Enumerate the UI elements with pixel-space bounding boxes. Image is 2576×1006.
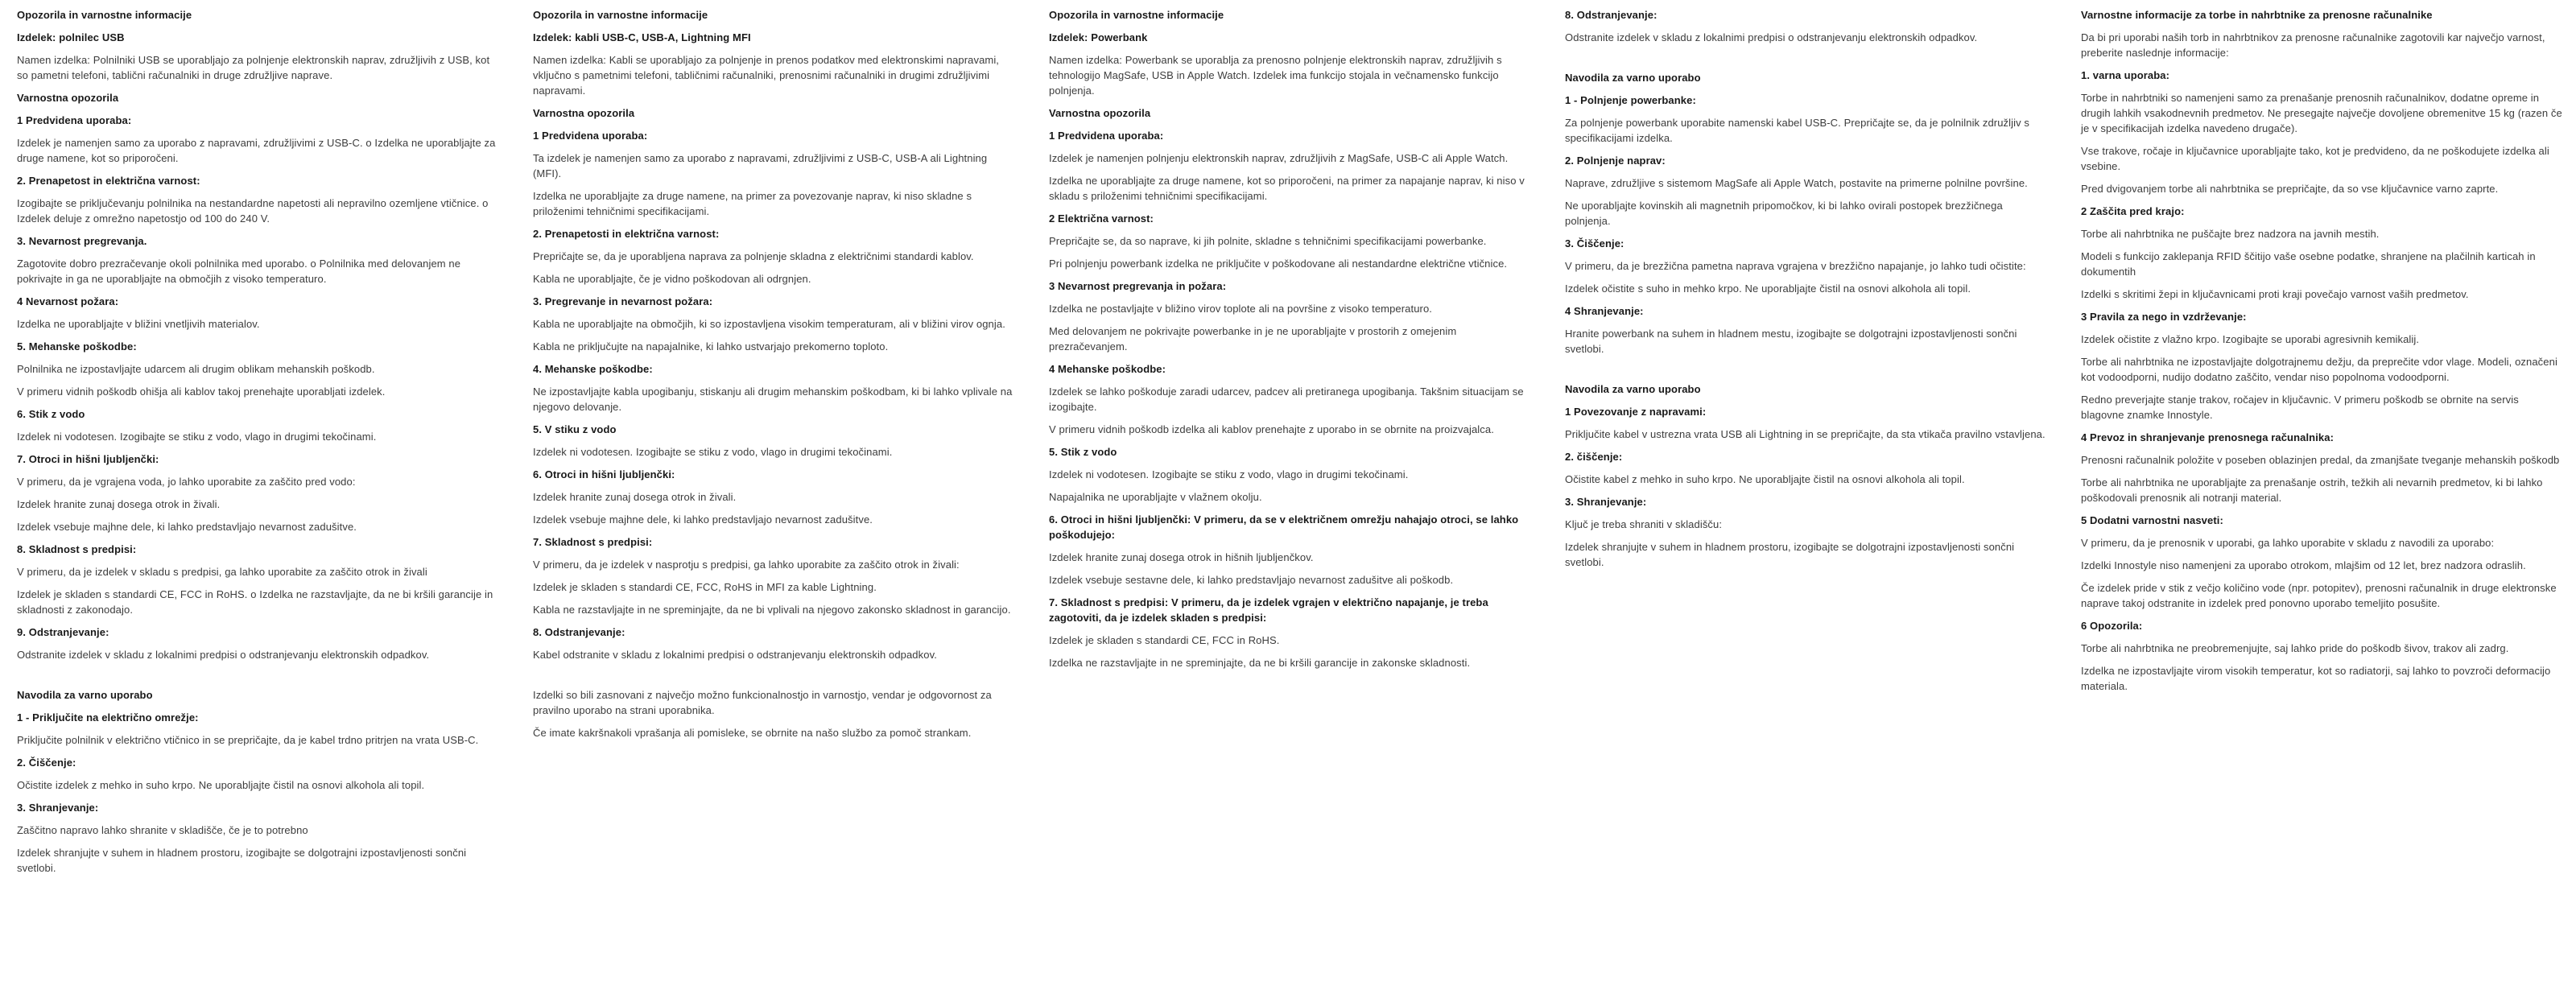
paragraph: Izdelka ne uporabljajte v bližini vnetljivih materialov. <box>17 318 260 330</box>
paragraph: Namen izdelka: Polnilniki USB se uporabljajo za polnjenje elektronskih naprav, združljivih z USB, kot so pametni telefoni, tablični računalniki in druge združljive naprave. <box>17 54 490 81</box>
section-heading: Varnostna opozorila <box>1049 107 1151 119</box>
paragraph: Izdelek hranite zunaj dosega otrok in hišnih ljubljenčkov. <box>1049 551 1314 563</box>
paragraph: Kabel odstranite v skladu z lokalnimi predpisi o odstranjevanju elektronskih odpadkov. <box>533 649 937 661</box>
paragraph: Če imate kakršnakoli vprašanja ali pomisleke, se obrnite na našo službo za pomoč strankam. <box>533 727 972 739</box>
paragraph: Ne izpostavljajte kabla upogibanju, stiskanju ali drugim mehanskim poškodbam, ki bi lahko vplivale na njegovo delovanje. <box>533 385 1013 413</box>
paragraph: Izdelek očistite s suho in mehko krpo. Ne uporabljajte čistil na osnovi alkohola ali topil. <box>1565 282 1971 295</box>
section-heading: Navodila za varno uporabo <box>1565 383 1701 395</box>
paragraph: Očistite izdelek z mehko in suho krpo. Ne uporabljajte čistil na osnovi alkohola ali topil. <box>17 779 425 791</box>
section-heading: 5 Dodatni varnostni nasveti: <box>2081 514 2223 526</box>
paragraph: Pred dvigovanjem torbe ali nahrbtnika se prepričajte, da so vse ključavnice varno zaprte. <box>2081 183 2499 195</box>
section-heading: 3 Nevarnost pregrevanja in požara: <box>1049 280 1227 292</box>
paragraph: Izdelka ne uporabljajte za druge namene, na primer za povezovanje naprav, ki niso skladne s priloženimi tehničnimi specifikacijami. <box>533 190 972 217</box>
paragraph: Kabla ne razstavljajte in ne spreminjajte, da ne bi vplivali na njegovo zakonsko skladnost in garancijo. <box>533 604 1011 616</box>
paragraph: Torbe ali nahrbtnika ne puščajte brez nadzora na javnih mestih. <box>2081 228 2380 240</box>
section-heading: Navodila za varno uporabo <box>17 689 153 701</box>
paragraph: Redno preverjajte stanje trakov, ročajev in ključavnic. V primeru poškodb se obrnite na servis blagovne znamke Innostyle. <box>2081 394 2519 421</box>
section-heading: 2 Električna varnost: <box>1049 212 1154 225</box>
paragraph: Priključite kabel v ustrezna vrata USB ali Lightning in se prepričajte, da sta vtikača pravilno vstavljena. <box>1565 428 2046 440</box>
paragraph: Izdelek je skladen s standardi CE, FCC in RoHS. o Izdelka ne razstavljajte, da ne bi kršili garancije in skladnosti z zakonodajo. <box>17 588 493 616</box>
paragraph: Ta izdelek je namenjen samo za uporabo z napravami, združljivimi z USB-C, USB-A ali Lightning (MFI). <box>533 152 988 179</box>
paragraph: Izdelek shranjujte v suhem in hladnem prostoru, izogibajte se dolgotrajni izpostavljenosti sončni svetlobi. <box>17 847 467 874</box>
paragraph: Izdelek vsebuje majhne dele, ki lahko predstavljajo nevarnost zadušitve. <box>533 513 873 526</box>
section-heading: Izdelek: Powerbank <box>1049 31 1148 43</box>
section-heading: Opozorila in varnostne informacije <box>533 9 708 21</box>
section-heading: 1 Predvidena uporaba: <box>533 130 648 142</box>
paragraph: Da bi pri uporabi naših torb in nahrbtnikov za prenosne računalnike zagotovili kar največjo varnost, preberite naslednje informacije: <box>2081 31 2545 59</box>
paragraph: V primeru, da je izdelek v nasprotju s predpisi, ga lahko uporabite za zaščito otrok in živali: <box>533 559 960 571</box>
paragraph: Namen izdelka: Kabli se uporabljajo za polnjenje in prenos podatkov med elektronskimi napravami, vključno s pametnimi telefoni, tabličnimi računalniki, prenosnimi računalniki in drugimi združljivimi napravami. <box>533 54 1000 97</box>
section-heading: 2. Polnjenje naprav: <box>1565 155 1666 167</box>
paragraph: Zagotovite dobro prezračevanje okoli polnilnika med uporabo. o Polnilnika med delovanjem ne pokrivajte in ga ne uporabljajte na območjih z visoko temperaturo. <box>17 258 461 285</box>
paragraph: Izdelek je namenjen samo za uporabo z napravami, združljivimi z USB-C. o Izdelka ne uporabljajte za druge namene, kot so priporočeni. <box>17 137 496 164</box>
section-heading: 1 - Priključite na električno omrežje: <box>17 711 199 724</box>
section-heading: 7. Otroci in hišni ljubljenčki: <box>17 453 159 465</box>
paragraph: Izdelek se lahko poškoduje zaradi udarcev, padcev ali pretiranega upogibanja. Takšnim situacijam se izogibajte. <box>1049 385 1524 413</box>
section-heading: 2 Zaščita pred krajo: <box>2081 205 2185 217</box>
paragraph: V primeru, da je brezžična pametna naprava vgrajena v brezžično napajanje, jo lahko tudi očistite: <box>1565 260 2026 272</box>
section-heading: 3. Pregrevanje in nevarnost požara: <box>533 295 713 307</box>
section-heading: 2. Prenapetosti in električna varnost: <box>533 228 720 240</box>
column-laptop-bags-safety <box>2081 7 2565 1006</box>
paragraph: Kabla ne priključujte na napajalnike, ki lahko ustvarjajo prekomerno toploto. <box>533 340 889 353</box>
paragraph: Odstranite izdelek v skladu z lokalnimi predpisi o odstranjevanju elektronskih odpadkov. <box>17 649 430 661</box>
paragraph: Pri polnjenju powerbank izdelka ne priključite v poškodovane ali nestandardne električne vtičnice. <box>1049 258 1508 270</box>
section-heading: Opozorila in varnostne informacije <box>17 9 192 21</box>
paragraph: Izdelka ne izpostavljajte virom visokih temperatur, kot so radiatorji, saj lahko to povzroči deformacijo materiala. <box>2081 665 2551 692</box>
paragraph: Hranite powerbank na suhem in hladnem mestu, izogibajte se dolgotrajni izpostavljenosti sončni svetlobi. <box>1565 328 2017 355</box>
paragraph: Prenosni računalnik položite v poseben oblazinjen predal, da zmanjšate tveganje mehanskih poškodb <box>2081 454 2560 466</box>
paragraph: Torbe ali nahrbtnika ne izpostavljajte dolgotrajnemu dežju, da preprečite vdor vlage. Modeli, označeni kot vodoodporni, nudijo dodatno zaščito, vendar niso popolnoma vodoodporni. <box>2081 356 2557 383</box>
section-heading: 6 Opozorila: <box>2081 620 2143 632</box>
section-heading: 3. Shranjevanje: <box>1565 496 1647 508</box>
column-powerbank-and-cable-usage <box>1565 7 2049 1006</box>
paragraph: Zaščitno napravo lahko shranite v skladišče, če je to potrebno <box>17 824 308 836</box>
paragraph: Vse trakove, ročaje in ključavnice uporabljajte tako, kot je predvideno, da ne poškodujete izdelka ali vsebine. <box>2081 145 2549 172</box>
paragraph: Izdelki s skritimi žepi in ključavnicami proti kraji povečajo varnost vaših predmetov. <box>2081 288 2469 300</box>
section-heading: 6. Otroci in hišni ljubljenčki: V primeru, da se v električnem omrežju nahajajo otroci, se lahko poškodujejo: <box>1049 513 1519 541</box>
section-heading: 3. Shranjevanje: <box>17 802 99 814</box>
section-heading: 5. V stiku z vodo <box>533 423 617 435</box>
paragraph: Napajalnika ne uporabljajte v vlažnem okolju. <box>1049 491 1262 503</box>
section-heading: Varnostne informacije za torbe in nahrbtnike za prenosne računalnike <box>2081 9 2433 21</box>
paragraph: Izdelek je skladen s standardi CE, FCC in RoHS. <box>1049 634 1280 646</box>
paragraph: Kabla ne uporabljajte na območjih, ki so izpostavljena visokim temperaturam, ali v bližini virov ognja. <box>533 318 1005 330</box>
paragraph: Modeli s funkcijo zaklepanja RFID ščitijo vaše osebne podatke, shranjene na plačilnih karticah in dokumentih <box>2081 250 2536 278</box>
section-heading: 7. Skladnost s predpisi: <box>533 536 653 548</box>
paragraph: Namen izdelka: Powerbank se uporablja za prenosno polnjenje elektronskih naprav, združljivih s tehnologijo MagSafe, USB in Apple Watch. Izdelek ima funkcijo stojala in večnamensko funkcijo polnjenja. <box>1049 54 1502 97</box>
paragraph: Ključ je treba shraniti v skladišču: <box>1565 518 1723 530</box>
section-heading: Izdelek: polnilec USB <box>17 31 125 43</box>
section-spacer <box>533 670 1017 687</box>
paragraph: V primeru, da je vgrajena voda, jo lahko uporabite za zaščito pred vodo: <box>17 476 356 488</box>
section-heading: 4. Mehanske poškodbe: <box>533 363 653 375</box>
paragraph: V primeru vidnih poškodb ohišja ali kablov takoj prenehajte uporabljati izdelek. <box>17 385 386 398</box>
paragraph: Kabla ne uporabljajte, če je vidno poškodovan ali odrgnjen. <box>533 273 811 285</box>
paragraph: Ne uporabljajte kovinskih ali magnetnih pripomočkov, ki bi lahko ovirali postopek brezžičnega polnjenja. <box>1565 200 2003 227</box>
paragraph: Izdelek ni vodotesen. Izogibajte se stiku z vodo, vlago in drugimi tekočinami. <box>1049 468 1409 480</box>
paragraph: V primeru vidnih poškodb izdelka ali kablov prenehajte z uporabo in se obrnite na proizvajalca. <box>1049 423 1494 435</box>
section-heading: Varnostna opozorila <box>533 107 635 119</box>
paragraph: Odstranite izdelek v skladu z lokalnimi predpisi o odstranjevanju elektronskih odpadkov. <box>1565 31 1978 43</box>
section-heading: 2. Prenapetost in električna varnost: <box>17 175 200 187</box>
paragraph: Izdelek shranjujte v suhem in hladnem prostoru, izogibajte se dolgotrajni izpostavljenosti sončni svetlobi. <box>1565 541 2015 568</box>
section-heading: 1. varna uporaba: <box>2081 69 2170 81</box>
paragraph: Priključite polnilnik v električno vtičnico in se prepričajte, da je kabel trdno pritrjen na vrata USB-C. <box>17 734 479 746</box>
section-heading: 8. Skladnost s predpisi: <box>17 543 137 555</box>
paragraph: V primeru, da je prenosnik v uporabi, ga lahko uporabite v skladu z navodili za uporabo: <box>2081 537 2495 549</box>
column-cables-safety <box>533 7 1017 1006</box>
paragraph: Če izdelek pride v stik z večjo količino vode (npr. potopitev), prenosni računalnik in druge elektronske naprave takoj odstranite in izdelek pred ponovno uporabo temeljito posušite. <box>2081 582 2557 609</box>
paragraph: Izdelek hranite zunaj dosega otrok in živali. <box>17 498 221 510</box>
section-heading: 8. Odstranjevanje: <box>1565 9 1657 21</box>
section-heading: 2. čiščenje: <box>1565 451 1623 463</box>
section-heading: Opozorila in varnostne informacije <box>1049 9 1224 21</box>
paragraph: Izdelek vsebuje majhne dele, ki lahko predstavljajo nevarnost zadušitve. <box>17 521 357 533</box>
section-heading: 4 Mehanske poškodbe: <box>1049 363 1166 375</box>
section-heading: 6. Otroci in hišni ljubljenčki: <box>533 468 675 480</box>
paragraph: Torbe ali nahrbtnika ne preobremenjujte, saj lahko pride do poškodb šivov, trakov ali zadrg. <box>2081 642 2509 654</box>
paragraph: Polnilnika ne izpostavljajte udarcem ali drugim oblikam mehanskih poškodb. <box>17 363 375 375</box>
paragraph: Izdelka ne uporabljajte za druge namene, kot so priporočeni, na primer za napajanje naprav, ki niso v skladu s priloženimi tehničnimi specifikacijami. <box>1049 175 1525 202</box>
paragraph: Med delovanjem ne pokrivajte powerbanke in je ne uporabljajte v prostorih z omejenim prezračevanjem. <box>1049 325 1457 353</box>
section-heading: 4 Nevarnost požara: <box>17 295 119 307</box>
paragraph: Izdelek vsebuje sestavne dele, ki lahko predstavljajo nevarnost zadušitve ali poškodb. <box>1049 574 1454 586</box>
paragraph: Prepričajte se, da je uporabljena naprava za polnjenje skladna z električnimi standardi kablov. <box>533 250 974 262</box>
paragraph: Torbe ali nahrbtnika ne uporabljajte za prenašanje ostrih, težkih ali nevarnih predmetov, ki bi lahko poškodovali prenosnik ali notranji material. <box>2081 476 2543 504</box>
column-powerbank-safety <box>1049 7 1533 1006</box>
section-spacer <box>1565 52 2049 70</box>
section-heading: 7. Skladnost s predpisi: V primeru, da je izdelek vgrajen v električno napajanje, je treba zagotoviti, da je izdelek skladen s predpisi: <box>1049 596 1488 624</box>
section-heading: 4 Prevoz in shranjevanje prenosnega računalnika: <box>2081 431 2334 443</box>
paragraph: Izdelek ni vodotesen. Izogibajte se stiku z vodo, vlago in drugimi tekočinami. <box>533 446 893 458</box>
paragraph: Izogibajte se priključevanju polnilnika na nestandardne napetosti ali nepravilno ozemljene vtičnice. o Izdelek deluje z omrežno napetostjo od 100 do 240 V. <box>17 197 489 225</box>
paragraph: Izdelek hranite zunaj dosega otrok in živali. <box>533 491 737 503</box>
section-heading: 3. Nevarnost pregrevanja. <box>17 235 147 247</box>
paragraph: Izdelka ne razstavljajte in ne spreminjajte, da ne bi kršili garancije in zakonske skladnosti. <box>1049 657 1471 669</box>
section-spacer <box>1565 364 2049 381</box>
paragraph: Očistite kabel z mehko in suho krpo. Ne uporabljajte čistil na osnovi alkohola ali topil. <box>1565 473 1965 485</box>
section-heading: Varnostna opozorila <box>17 92 119 104</box>
section-spacer <box>17 670 501 687</box>
paragraph: Za polnjenje powerbank uporabite namenski kabel USB-C. Prepričajte se, da je polnilnik združljiv s specifikacijami izdelka. <box>1565 117 2030 144</box>
paragraph: Izdelki so bili zasnovani z največjo možno funkcionalnostjo in varnostjo, vendar je odgovornost za pravilno uporabo na strani uporabnika. <box>533 689 992 716</box>
section-heading: 2. Čiščenje: <box>17 757 76 769</box>
paragraph: Naprave, združljive s sistemom MagSafe ali Apple Watch, postavite na primerne polnilne površine. <box>1565 177 2028 189</box>
paragraph: Izdelek je namenjen polnjenju elektronskih naprav, združljivih z MagSafe, USB-C ali Apple Watch. <box>1049 152 1509 164</box>
section-heading: 3. Čiščenje: <box>1565 237 1624 249</box>
section-heading: Izdelek: kabli USB-C, USB-A, Lightning MFI <box>533 31 751 43</box>
section-heading: 3 Pravila za nego in vzdrževanje: <box>2081 311 2247 323</box>
paragraph: V primeru, da je izdelek v skladu s predpisi, ga lahko uporabite za zaščito otrok in živali <box>17 566 427 578</box>
paragraph: Prepričajte se, da so naprave, ki jih polnite, skladne s tehničnimi specifikacijami powerbanke. <box>1049 235 1487 247</box>
section-heading: 8. Odstranjevanje: <box>533 626 625 638</box>
section-heading: 5. Mehanske poškodbe: <box>17 340 137 353</box>
paragraph: Izdelka ne postavljajte v bližino virov toplote ali na površine z visoko temperaturo. <box>1049 303 1433 315</box>
section-heading: 1 Predvidena uporaba: <box>1049 130 1164 142</box>
section-heading: 6. Stik z vodo <box>17 408 85 420</box>
column-usb-charger-safety <box>17 7 501 1006</box>
section-heading: 9. Odstranjevanje: <box>17 626 109 638</box>
section-heading: 1 - Polnjenje powerbanke: <box>1565 94 1696 106</box>
section-heading: 4 Shranjevanje: <box>1565 305 1644 317</box>
paragraph: Izdelek ni vodotesen. Izogibajte se stiku z vodo, vlago in drugimi tekočinami. <box>17 431 377 443</box>
paragraph: Torbe in nahrbtniki so namenjeni samo za prenašanje prenosnih računalnikov, dodatne opreme in drugih lahkih vsakodnevnih predmetov. Ne presegajte največje dovoljene obremenitve 15 kg (razen če je v specifikacijah izdelka navedeno drugače). <box>2081 92 2562 134</box>
paragraph: Izdelek je skladen s standardi CE, FCC, RoHS in MFI za kable Lightning. <box>533 581 877 593</box>
section-heading: 1 Predvidena uporaba: <box>17 114 132 126</box>
section-heading: Navodila za varno uporabo <box>1565 72 1701 84</box>
paragraph: Izdelki Innostyle niso namenjeni za uporabo otrokom, mlajšim od 12 let, brez nadzora odraslih. <box>2081 559 2526 571</box>
section-heading: 5. Stik z vodo <box>1049 446 1117 458</box>
section-heading: 1 Povezovanje z napravami: <box>1565 406 1707 418</box>
paragraph: Izdelek očistite z vlažno krpo. Izogibajte se uporabi agresivnih kemikalij. <box>2081 333 2420 345</box>
